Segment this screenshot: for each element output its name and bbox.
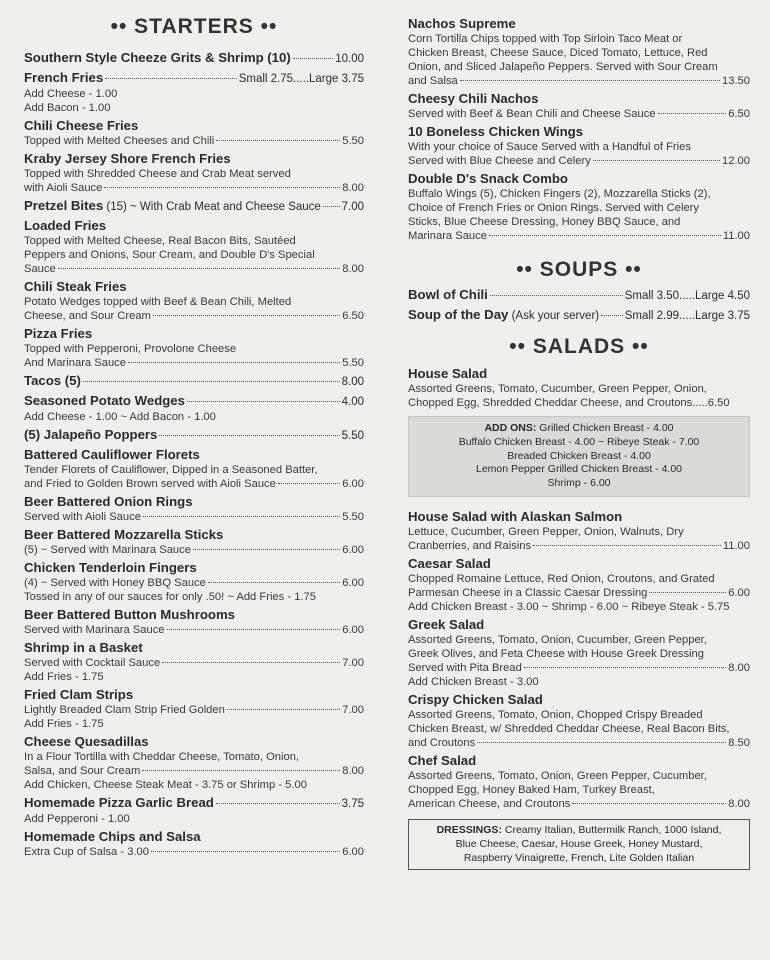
salad-1-desc-1-price: 6.00 — [728, 586, 750, 599]
starter-1-item — [24, 70, 364, 115]
starter-6-item — [24, 279, 364, 323]
starter-13-desc-0-leader — [193, 549, 340, 550]
addon-line-4-text: Shrimp - 6.00 — [547, 477, 611, 490]
starter-17-desc-0-text: Lightly Breaded Clam Strip Fried Golden — [24, 704, 225, 716]
starter-11-desc-1-leader — [278, 483, 340, 484]
right-starter-0-desc-3 — [408, 74, 750, 88]
starter-6-desc-1-price: 6.50 — [342, 310, 364, 322]
starter-7-item — [24, 326, 364, 370]
addon-line-0-text: Grilled Chicken Breast - 4.00 — [539, 422, 674, 434]
starter-11-desc-1 — [24, 477, 364, 491]
starter-4-item — [24, 198, 364, 215]
salad-1-desc-0: Chopped Romaine Lettuce, Red Onion, Croutons, and Grated — [408, 572, 715, 585]
salad-4-desc-0: Assorted Greens, Tomato, Onion, Green Pepper, Cucumber, — [408, 769, 707, 782]
starter-2-desc-0-text: Topped with Melted Cheeses and Chili — [24, 135, 215, 147]
right-starter-1-item — [408, 91, 750, 121]
salads-list — [408, 509, 750, 811]
starter-19-addon-0: Add Pepperoni - 1.00 — [24, 813, 130, 825]
starter-0-price: 10.00 — [335, 53, 364, 65]
right-starter-0-desc-3-text: and Salsa — [408, 75, 458, 87]
starter-13-desc-0 — [24, 543, 364, 557]
starter-19-leader — [216, 803, 340, 804]
starter-5-desc-2 — [24, 262, 364, 276]
dressing-line-1-text: Blue Cheese, Caesar, House Greek, Honey Mustard, — [455, 837, 703, 850]
right-starter-0-name: Nachos Supreme — [408, 16, 516, 31]
salad-0-desc-1-price: 11.00 — [722, 539, 750, 552]
starter-6-name: Chili Steak Fries — [24, 279, 127, 294]
right-starter-1-name: Cheesy Chili Nachos — [408, 91, 539, 106]
right-starter-1-desc-0 — [408, 107, 750, 121]
starter-9-leader — [187, 401, 340, 402]
starter-18-desc-0: In a Flour Tortilla with Cheddar Cheese, Tomato, Onion, — [24, 751, 300, 763]
salad-2-desc-0: Assorted Greens, Tomato, Onion, Cucumber, Green Pepper, — [408, 633, 707, 646]
starter-20-item — [24, 829, 364, 859]
salad-4-item — [408, 753, 750, 811]
starter-15-item — [24, 607, 364, 637]
starter-7-desc-1-leader — [128, 362, 340, 363]
starter-3-desc-1 — [24, 181, 364, 195]
starter-4-name-row — [24, 198, 364, 215]
starter-0-item — [24, 50, 364, 67]
dressing-line-1 — [415, 838, 743, 852]
starter-0-leader — [293, 58, 333, 59]
salad-0-name: House Salad with Alaskan Salmon — [408, 508, 623, 524]
starter-1-leader — [105, 78, 237, 79]
right-starter-2-desc-1-text: Served with Blue Cheese and Celery — [408, 155, 591, 167]
starter-4-leader — [323, 206, 340, 207]
right-starter-1-desc-0-leader — [658, 113, 727, 114]
soup-0-leader — [490, 295, 623, 296]
starter-1-price: Small 2.75.....Large 3.75 — [238, 73, 364, 85]
starter-18-item — [24, 734, 364, 792]
starter-18-name: Cheese Quesadillas — [24, 734, 149, 749]
salad-2-item — [408, 617, 750, 689]
right-starter-0-desc-2: Onion, and Sliced Jalapeño Peppers. Served with Sour Cream — [408, 61, 718, 73]
salad-3-desc-2-leader — [477, 742, 726, 743]
starter-11-item — [24, 447, 364, 491]
right-starter-3-item — [408, 171, 750, 243]
starter-14-desc-0-price: 6.00 — [342, 577, 364, 589]
starter-15-desc-0 — [24, 623, 364, 637]
starter-0-name: Southern Style Cheeze Grits & Shrimp (10) — [24, 50, 291, 65]
starter-2-desc-0 — [24, 134, 364, 148]
starter-3-desc-1-leader — [104, 187, 340, 188]
right-starter-2-desc-0: With your choice of Sauce Served with a Handful of Fries — [408, 141, 691, 153]
starter-20-name: Homemade Chips and Salsa — [24, 829, 201, 844]
starter-20-desc-0-text: Extra Cup of Salsa - 3.00 — [24, 846, 149, 858]
starter-10-price: 5.50 — [341, 430, 364, 442]
starter-7-desc-1-text: And Marinara Sauce — [24, 357, 126, 369]
starter-9-name-row — [24, 393, 364, 410]
starter-3-desc-1-text: with Aioli Sauce — [24, 182, 103, 194]
starter-14-name: Chicken Tenderloin Fingers — [24, 560, 197, 575]
salad-4-desc-2-leader — [572, 803, 726, 804]
starter-3-name: Kraby Jersey Shore French Fries — [24, 151, 231, 166]
right-starter-2-name: 10 Boneless Chicken Wings — [408, 124, 584, 139]
starter-9-name: Seasoned Potato Wedges — [24, 393, 185, 408]
starter-18-desc-1-leader — [142, 770, 340, 771]
salad-4-desc-2-price: 8.00 — [728, 797, 750, 810]
left-column — [24, 0, 364, 862]
starter-4-name: Pretzel Bites (15) ~ With Crab Meat and Cheese Sauce — [24, 198, 321, 213]
addon-line-0 — [413, 422, 745, 436]
starter-1-name-row — [24, 70, 364, 87]
right-starter-3-desc-1: Choice of French Fries or Onion Rings. Served with Celery — [408, 202, 699, 214]
right-starter-1-desc-0-price: 6.50 — [728, 108, 750, 120]
salad-4-desc-1: Chopped Egg, Honey Baked Ham, Turkey Breast, — [408, 783, 655, 796]
house-salad-name: House Salad — [408, 366, 488, 381]
starter-6-desc-1-text: Cheese, and Sour Cream — [24, 310, 151, 322]
soup-1-leader — [601, 315, 623, 316]
starter-16-desc-0-leader — [162, 662, 340, 663]
starters-list — [24, 50, 364, 859]
starter-14-extra-0: Tossed in any of our sauces for only .50! ~ Add Fries - 1.75 — [24, 591, 316, 603]
starter-2-name: Chili Cheese Fries — [24, 118, 139, 133]
starter-7-desc-0: Topped with Pepperoni, Provolone Cheese — [24, 343, 237, 355]
addon-line-1 — [413, 436, 745, 450]
salad-3-desc-0: Assorted Greens, Tomato, Onion, Chopped Crispy Breaded — [408, 708, 703, 721]
salad-0-desc-0: Lettuce, Cucumber, Green Pepper, Onion, Walnuts, Dry — [408, 525, 684, 538]
salad-1-name: Caesar Salad — [408, 555, 491, 571]
starter-11-desc-0: Tender Florets of Cauliflower, Dipped in a Seasoned Batter, — [24, 464, 318, 476]
starter-5-desc-2-text: Sauce — [24, 263, 56, 275]
starter-8-name-row — [24, 373, 364, 390]
starter-0-name-row — [24, 50, 364, 67]
starter-17-extra-0: Add Fries - 1.75 — [24, 718, 104, 730]
dressings-box — [408, 819, 750, 870]
starter-15-name: Beer Battered Button Mushrooms — [24, 607, 236, 622]
right-starter-3-desc-2: Sticks, Blue Cheese Dressing, Honey BBQ Sauce, and — [408, 216, 681, 228]
starter-14-desc-0-leader — [208, 582, 340, 583]
starter-11-desc-1-price: 6.00 — [342, 478, 364, 490]
house-salad — [408, 366, 750, 410]
starter-2-item — [24, 118, 364, 148]
starter-11-name: Battered Cauliflower Florets — [24, 447, 200, 462]
salad-3-desc-2 — [408, 736, 750, 750]
soup-1-name: Soup of the Day (Ask your server) — [408, 307, 600, 322]
salads-header: •• SALADS •• — [509, 335, 649, 358]
starter-9-price: 4.00 — [341, 396, 364, 408]
starter-12-name: Beer Battered Onion Rings — [24, 494, 193, 509]
starter-20-desc-0-leader — [151, 851, 340, 852]
house-salad-desc-1: Assorted Greens, Tomato, Cucumber, Green Pepper, Onion, — [408, 383, 707, 395]
starter-20-desc-0 — [24, 845, 364, 859]
starter-5-name: Loaded Fries — [24, 218, 107, 233]
soup-0-name: Bowl of Chili — [408, 287, 488, 302]
starter-3-item — [24, 151, 364, 195]
starter-1-addon-1: Add Bacon - 1.00 — [24, 102, 111, 114]
salad-3-desc-1: Chicken Breast, w/ Shredded Cheddar Cheese, Real Bacon Bits, — [408, 722, 730, 735]
soups-list — [408, 287, 750, 324]
starter-10-name: (5) Jalapeño Poppers — [24, 427, 158, 442]
starter-14-item — [24, 560, 364, 604]
starter-17-desc-0 — [24, 703, 364, 717]
right-starter-3-desc-3 — [408, 229, 750, 243]
starter-17-desc-0-price: 7.00 — [342, 704, 364, 716]
starter-12-desc-0-price: 5.50 — [342, 511, 364, 523]
starter-17-name: Fried Clam Strips — [24, 687, 134, 702]
salad-0-desc-1 — [408, 539, 750, 553]
starter-2-desc-0-leader — [216, 140, 340, 141]
starter-14-desc-0-text: (4) ~ Served with Honey BBQ Sauce — [24, 577, 206, 589]
add-ons-box — [408, 416, 750, 497]
right-starter-2-item — [408, 124, 750, 168]
starter-8-price: 8.00 — [341, 376, 364, 388]
salad-1-desc-1 — [408, 586, 750, 600]
soup-0-item — [408, 287, 750, 304]
right-starter-3-desc-3-price: 11.00 — [722, 230, 750, 242]
salad-4-name: Chef Salad — [408, 752, 477, 768]
starter-5-item — [24, 218, 364, 276]
soup-0-name-row — [408, 287, 750, 304]
starter-6-desc-1 — [24, 309, 364, 323]
starter-8-item — [24, 373, 364, 390]
right-starter-2-desc-1-price: 12.00 — [722, 155, 750, 167]
starter-16-item — [24, 640, 364, 684]
starter-13-desc-0-text: (5) ~ Served with Marinara Sauce — [24, 544, 191, 556]
starter-7-desc-1-price: 5.50 — [342, 357, 364, 369]
right-starter-3-desc-3-text: Marinara Sauce — [408, 230, 487, 242]
starter-5-desc-0: Topped with Melted Cheese, Real Bacon Bits, Sautéed — [24, 235, 296, 247]
salad-3-desc-2-price: 8.50 — [728, 736, 750, 749]
salad-4-desc-2-text: American Cheese, and Croutons — [408, 797, 571, 810]
starter-7-desc-1 — [24, 356, 364, 370]
starter-9-item — [24, 393, 364, 424]
starter-20-desc-0-price: 6.00 — [342, 846, 364, 858]
starter-16-name: Shrimp in a Basket — [24, 640, 143, 655]
dressing-line-2 — [415, 852, 743, 866]
dressings-label: DRESSINGS: — [436, 823, 502, 836]
starter-1-name: French Fries — [24, 70, 104, 85]
right-starter-0-item — [408, 16, 750, 88]
addon-line-1-text: Buffalo Chicken Breast - 4.00 ~ Ribeye Steak - 7.00 — [458, 435, 700, 448]
starter-12-desc-0 — [24, 510, 364, 524]
addons-label: ADD ONS: — [484, 422, 537, 434]
starter-17-desc-0-leader — [227, 709, 340, 710]
starter-1-addon-0: Add Cheese - 1.00 — [24, 88, 118, 100]
starter-11-desc-1-text: and Fried to Golden Brown served with Aioli Sauce — [24, 478, 276, 490]
salad-2-name: Greek Salad — [408, 616, 485, 632]
salad-2-desc-2-price: 8.00 — [728, 661, 750, 674]
starter-8-name: Tacos (5) — [24, 373, 81, 388]
salad-1-extra-0: Add Chicken Breast - 3.00 ~ Shrimp - 6.00 ~ Ribeye Steak - 5.75 — [408, 600, 730, 613]
salad-1-desc-1-leader — [649, 592, 726, 593]
addon-line-2 — [413, 450, 745, 464]
starter-3-desc-1-price: 8.00 — [342, 182, 364, 194]
right-starter-2-desc-1 — [408, 154, 750, 168]
right-starter-0-desc-0: Corn Tortilla Chips topped with Top Sirloin Taco Meat or — [408, 33, 683, 45]
starter-8-leader — [83, 381, 340, 382]
starter-18-desc-1-text: Salsa, and Sour Cream — [24, 765, 141, 777]
salad-2-extra-0: Add Chicken Breast - 3.00 — [408, 675, 539, 688]
starter-9-addon-0: Add Cheese - 1.00 ~ Add Bacon - 1.00 — [24, 411, 216, 423]
starter-12-desc-0-leader — [143, 516, 340, 517]
starter-2-desc-0-price: 5.50 — [342, 135, 364, 147]
right-starter-3-desc-0: Buffalo Wings (5), Chicken Fingers (2), Mozzarella Sticks (2), — [408, 188, 711, 200]
starter-13-item — [24, 527, 364, 557]
salad-1-desc-1-text: Parmesan Cheese in a Classic Caesar Dressing — [408, 586, 648, 599]
right-starter-0-desc-3-leader — [460, 80, 720, 81]
right-starter-0-desc-3-price: 13.50 — [722, 75, 750, 87]
salad-3-name: Crispy Chicken Salad — [408, 691, 543, 707]
starter-19-item — [24, 795, 364, 826]
starter-14-desc-0 — [24, 576, 364, 590]
salad-2-desc-2 — [408, 661, 750, 675]
starter-16-desc-0-text: Served with Cocktail Sauce — [24, 657, 161, 669]
starter-18-desc-1 — [24, 764, 364, 778]
starter-18-extra-0: Add Chicken, Cheese Steak Meat - 3.75 or Shrimp - 5.00 — [24, 779, 307, 791]
right-starter-1-desc-0-text: Served with Beef & Bean Chili and Cheese Sauce — [408, 108, 656, 120]
starter-19-price: 3.75 — [341, 798, 364, 810]
soup-1-item — [408, 307, 750, 324]
salad-1-item — [408, 556, 750, 614]
right-column — [408, 0, 750, 870]
salad-0-desc-1-text: Cranberries, and Raisins — [408, 539, 532, 552]
starter-6-desc-1-leader — [153, 315, 340, 316]
starter-10-leader — [159, 435, 339, 436]
starter-19-name-row — [24, 795, 364, 812]
salad-3-item — [408, 692, 750, 750]
salad-3-desc-2-text: and Croutons — [408, 736, 476, 749]
starter-12-desc-0-text: Served with Aioli Sauce — [24, 511, 141, 523]
salad-4-desc-2 — [408, 797, 750, 811]
addon-line-4 — [413, 477, 745, 491]
starter-12-item — [24, 494, 364, 524]
house-salad-desc-2: Chopped Egg, Shredded Cheddar Cheese, and Croutons.....6.50 — [408, 397, 730, 409]
salad-0-item — [408, 509, 750, 553]
salad-0-desc-1-leader — [533, 545, 721, 546]
starter-18-desc-1-price: 8.00 — [342, 765, 364, 777]
right-starter-2-desc-1-leader — [593, 160, 720, 161]
starter-16-desc-0-price: 7.00 — [342, 657, 364, 669]
starter-19-name: Homemade Pizza Garlic Bread — [24, 795, 214, 810]
salad-2-desc-1: Greek Olives, and Feta Cheese with House Greek Dressing — [408, 647, 704, 660]
starter-6-desc-0: Potato Wedges topped with Beef & Bean Chili, Melted — [24, 296, 292, 308]
starter-17-item — [24, 687, 364, 731]
dressing-line-2-text: Raspberry Vinaigrette, French, Lite Golden Italian — [463, 851, 695, 864]
starter-15-desc-0-leader — [167, 629, 341, 630]
starter-4-price: 7.00 — [341, 201, 364, 213]
addon-line-3 — [413, 463, 745, 477]
starter-10-item — [24, 427, 364, 444]
starter-5-desc-2-leader — [58, 268, 340, 269]
right-starter-3-desc-3-leader — [489, 235, 721, 236]
starter-7-name: Pizza Fries — [24, 326, 93, 341]
starter-3-desc-0: Topped with Shredded Cheese and Crab Meat served — [24, 168, 291, 180]
starter-15-desc-0-price: 6.00 — [342, 624, 364, 636]
starter-15-desc-0-text: Served with Marinara Sauce — [24, 624, 165, 636]
starter-5-desc-2-price: 8.00 — [342, 263, 364, 275]
right-starter-3-name: Double D's Snack Combo — [408, 171, 568, 186]
salad-2-desc-2-text: Served with Pita Bread — [408, 661, 522, 674]
starter-16-desc-0 — [24, 656, 364, 670]
soup-1-name-row — [408, 307, 750, 324]
addon-line-2-text: Breaded Chicken Breast - 4.00 — [507, 449, 651, 462]
starter-10-name-row — [24, 427, 364, 444]
starter-13-name: Beer Battered Mozzarella Sticks — [24, 527, 224, 542]
starters-header: •• STARTERS •• — [110, 15, 278, 38]
starter-5-desc-1: Peppers and Onions, Sour Cream, and Double D's Special — [24, 249, 315, 261]
starter-4-name-suffix: (15) ~ With Crab Meat and Cheese Sauce — [103, 201, 321, 213]
salad-2-desc-2-leader — [524, 667, 726, 668]
starter-16-extra-0: Add Fries - 1.75 — [24, 671, 104, 683]
dressing-line-0-text: Creamy Italian, Buttermilk Ranch, 1000 Island, — [504, 823, 722, 836]
dressing-line-0 — [415, 824, 743, 838]
starter-13-desc-0-price: 6.00 — [342, 544, 364, 556]
soups-header: •• SOUPS •• — [516, 258, 642, 281]
soup-1-price: Small 2.99.....Large 3.75 — [624, 310, 750, 322]
right-starter-0-desc-1: Chicken Breast, Cheese Sauce, Diced Tomato, Lettuce, Red — [408, 47, 708, 59]
soup-1-name-suffix: (Ask your server) — [508, 310, 600, 322]
right-starters-list — [408, 16, 750, 243]
soup-0-price: Small 3.50.....Large 4.50 — [624, 290, 750, 302]
addon-line-3-text: Lemon Pepper Grilled Chicken Breast - 4.00 — [475, 463, 683, 476]
